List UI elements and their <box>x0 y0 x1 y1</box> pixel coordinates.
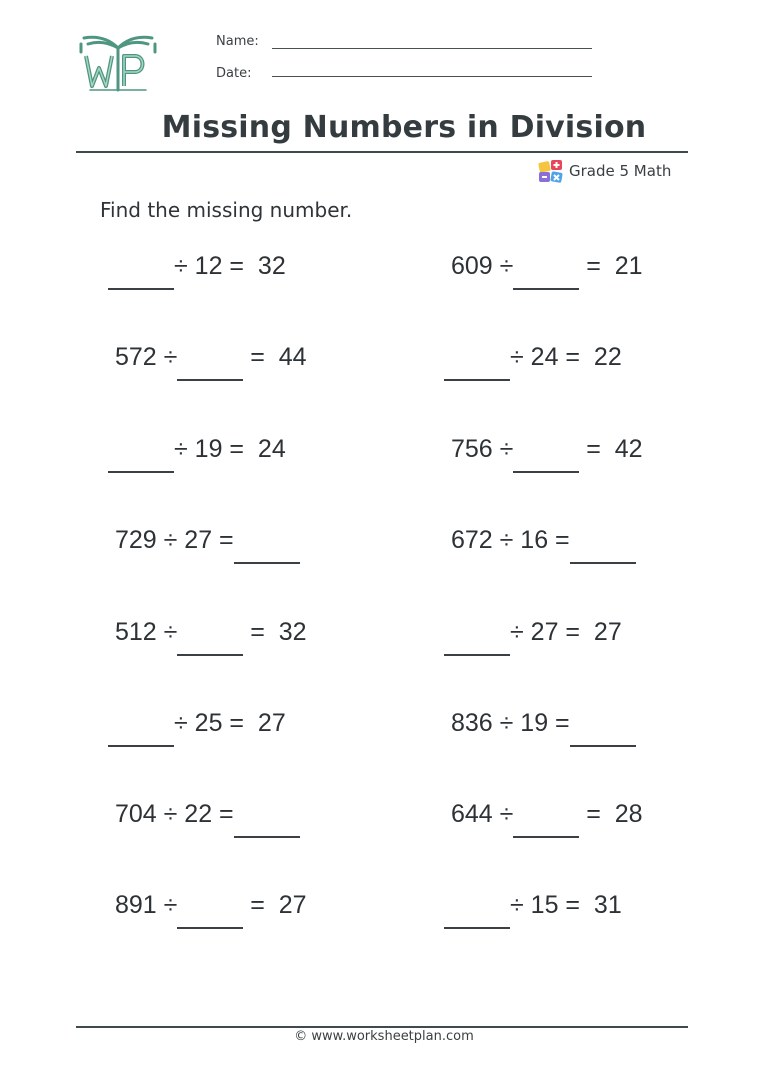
divide-sign: ÷ <box>492 435 514 463</box>
equals-sign: = <box>222 709 258 737</box>
divisor-value: 22 <box>184 800 213 828</box>
dividend-value: 644 <box>450 800 493 828</box>
equals-sign: = <box>548 709 570 737</box>
quotient-value: 32 <box>257 252 286 280</box>
divisor-value: 19 <box>194 435 223 463</box>
spacer <box>108 526 115 554</box>
divisor-value: 15 <box>530 891 559 919</box>
date-label: Date: <box>216 66 252 81</box>
equals-sign: = <box>243 618 279 646</box>
quotient-value: 42 <box>614 435 643 463</box>
problem-3 <box>108 341 307 373</box>
dividend-value: 609 <box>450 252 493 280</box>
footer-copyright: © www.worksheetplan.com <box>294 1029 474 1044</box>
divisor-value: 24 <box>530 343 559 371</box>
quotient-value: 44 <box>278 343 307 371</box>
answer-blank[interactable] <box>444 897 510 929</box>
answer-blank[interactable] <box>177 349 243 381</box>
divide-sign: ÷ <box>174 252 195 280</box>
answer-blank[interactable] <box>108 258 174 290</box>
answer-blank[interactable] <box>570 715 636 747</box>
footer-divider <box>76 1026 688 1028</box>
equals-sign: = <box>212 526 234 554</box>
spacer <box>108 343 115 371</box>
equals-sign: = <box>222 435 258 463</box>
problem-13 <box>108 798 300 830</box>
problem-11 <box>108 707 286 739</box>
problem-2 <box>444 250 643 282</box>
equals-sign: = <box>579 800 615 828</box>
divisor-value: 27 <box>530 618 559 646</box>
divide-sign: ÷ <box>156 343 178 371</box>
answer-blank[interactable] <box>108 715 174 747</box>
problem-9 <box>108 616 307 648</box>
divide-sign: ÷ <box>156 526 185 554</box>
quotient-value: 24 <box>257 435 286 463</box>
date-field[interactable] <box>272 76 592 77</box>
divisor-value: 19 <box>520 709 549 737</box>
dividend-value: 572 <box>114 343 157 371</box>
divisor-value: 27 <box>184 526 213 554</box>
spacer <box>108 618 115 646</box>
spacer <box>444 709 451 737</box>
equals-sign: = <box>243 891 279 919</box>
grade-badge <box>538 158 671 184</box>
divide-sign: ÷ <box>510 343 531 371</box>
answer-blank[interactable] <box>570 532 636 564</box>
dividend-value: 729 <box>114 526 157 554</box>
quotient-value: 22 <box>593 343 622 371</box>
quotient-value: 31 <box>593 891 622 919</box>
dividend-value: 704 <box>114 800 157 828</box>
divisor-value: 25 <box>194 709 223 737</box>
answer-blank[interactable] <box>108 441 174 473</box>
divisor-value: 16 <box>520 526 549 554</box>
equals-sign: = <box>548 526 570 554</box>
quotient-value: 28 <box>614 800 643 828</box>
problem-1 <box>108 250 286 282</box>
problem-7 <box>108 524 300 556</box>
equals-sign: = <box>558 343 594 371</box>
problem-5 <box>108 433 286 465</box>
name-label: Name: <box>216 34 259 49</box>
quotient-value: 27 <box>278 891 307 919</box>
equals-sign: = <box>212 800 234 828</box>
divide-sign: ÷ <box>156 618 178 646</box>
problem-14 <box>444 798 643 830</box>
divide-sign: ÷ <box>156 891 178 919</box>
quotient-value: 27 <box>257 709 286 737</box>
divide-sign: ÷ <box>492 800 514 828</box>
spacer <box>444 435 451 463</box>
problem-6 <box>444 433 643 465</box>
quotient-value: 27 <box>593 618 622 646</box>
dividend-value: 836 <box>450 709 493 737</box>
spacer <box>444 252 451 280</box>
divide-sign: ÷ <box>156 800 185 828</box>
equals-sign: = <box>558 891 594 919</box>
divisor-value: 12 <box>194 252 223 280</box>
worksheetplan-logo <box>78 28 158 94</box>
name-field[interactable] <box>272 48 592 49</box>
title-divider <box>76 151 688 153</box>
dividend-value: 756 <box>450 435 493 463</box>
dividend-value: 512 <box>114 618 157 646</box>
spacer <box>444 526 451 554</box>
dividend-value: 672 <box>450 526 493 554</box>
math-symbols-icon <box>538 159 564 183</box>
answer-blank[interactable] <box>177 624 243 656</box>
quotient-value: 32 <box>278 618 307 646</box>
spacer <box>108 891 115 919</box>
answer-blank[interactable] <box>513 806 579 838</box>
equals-sign: = <box>243 343 279 371</box>
problem-10 <box>444 616 622 648</box>
divide-sign: ÷ <box>492 709 521 737</box>
instructions: Find the missing number. <box>100 198 353 222</box>
divide-sign: ÷ <box>510 891 531 919</box>
divide-sign: ÷ <box>492 252 514 280</box>
page-title: Missing Numbers in Division <box>161 110 647 145</box>
answer-blank[interactable] <box>513 441 579 473</box>
equals-sign: = <box>222 252 258 280</box>
grade-label: Grade 5 Math <box>569 162 672 180</box>
spacer <box>444 800 451 828</box>
answer-blank[interactable] <box>234 806 300 838</box>
problem-16 <box>444 889 622 921</box>
divide-sign: ÷ <box>174 435 195 463</box>
equals-sign: = <box>579 252 615 280</box>
answer-blank[interactable] <box>444 624 510 656</box>
equals-sign: = <box>579 435 615 463</box>
divide-sign: ÷ <box>174 709 195 737</box>
equals-sign: = <box>558 618 594 646</box>
quotient-value: 21 <box>614 252 643 280</box>
problem-12 <box>444 707 636 739</box>
problem-8 <box>444 524 636 556</box>
answer-blank[interactable] <box>234 532 300 564</box>
dividend-value: 891 <box>114 891 157 919</box>
answer-blank[interactable] <box>177 897 243 929</box>
problem-4 <box>444 341 622 373</box>
problem-15 <box>108 889 307 921</box>
book-logo-icon <box>78 28 158 94</box>
spacer <box>108 800 115 828</box>
divide-sign: ÷ <box>510 618 531 646</box>
answer-blank[interactable] <box>513 258 579 290</box>
divide-sign: ÷ <box>492 526 521 554</box>
answer-blank[interactable] <box>444 349 510 381</box>
